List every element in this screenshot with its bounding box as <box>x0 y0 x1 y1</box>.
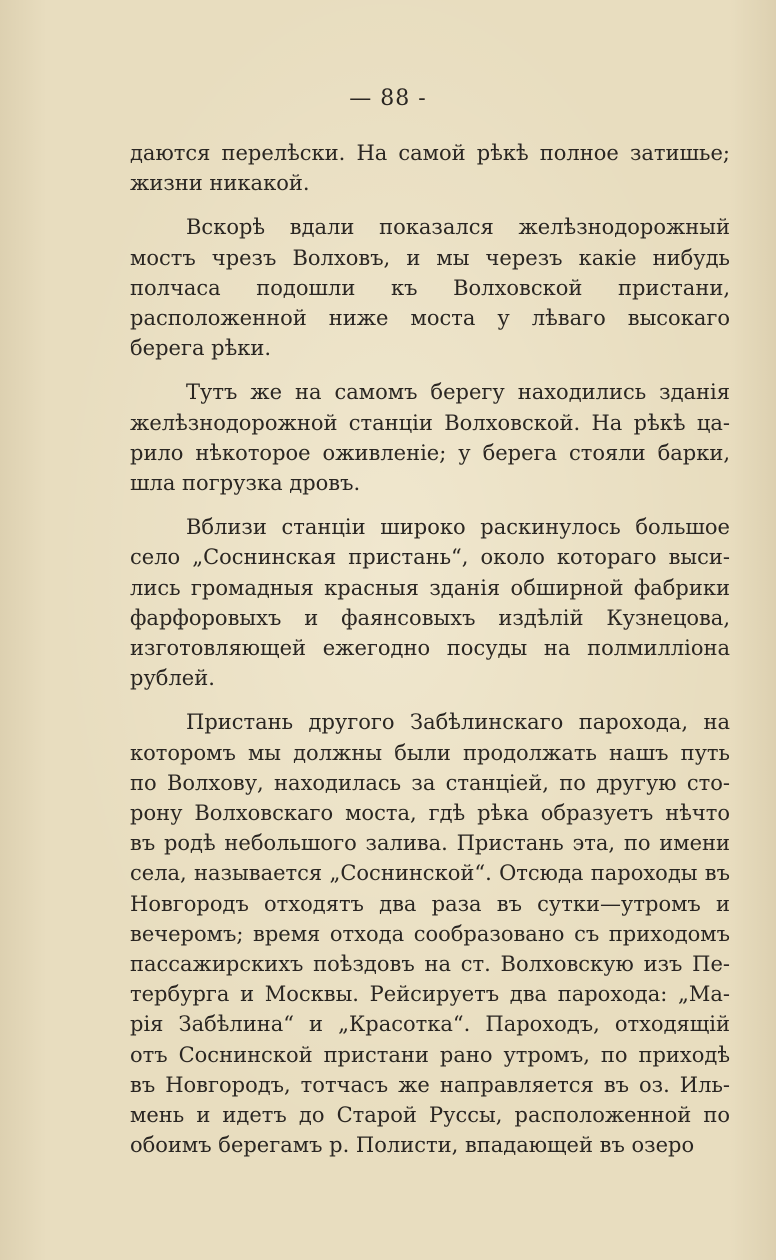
page-number: — 88 - <box>349 86 427 111</box>
paragraph-4: Вблизи станціи широко раскинулось большое село „Соснинская пристань“, около котораго высились громадныя красныя зданія обширной фабрики фарфоровыхъ и фаянсовыхъ издѣлій Кузнецова, изготовляющей ежегодно посуды на полмилліона рублей. <box>130 515 730 691</box>
paragraph-2: Вскорѣ вдали показался желѣзнодорожный мостъ чрезъ Волховъ, и мы черезъ какіе нибудь полчаса подошли къ Волховской пристани, расположенной ниже моста у лѣваго высокаго берега рѣки. <box>130 215 730 361</box>
paragraph-5: Пристань другого Забѣлинскаго парохода, на которомъ мы должны были продолжать нашъ путь по Волхову, находилась за станціей, по другую сторону Волховскаго моста, гдѣ рѣка образуетъ нѣчто въ родѣ небольшого залива. Пристань эта, по имени села, называется „Соснинской“. Отсюда пароходы въ Новгородъ отходятъ два раза въ сутки—утромъ и вечеромъ; время отхода сообразовано съ приходомъ пассажирскихъ поѣздовъ на ст. Волховскую изъ Петербурга и Москвы. Рейсируетъ два парохода: „Марія Забѣлина“ и „Красотка“. Пароходъ, отходящій отъ Соснинской пристани рано утромъ, по приходѣ въ Новгородъ, тотчасъ же направляется въ оз. Ильмень и идетъ до Старой Руссы, расположенной по обоимъ берегамъ р. Полисти, впадающей въ озеро <box>130 710 730 1158</box>
paragraph-1: даются перелѣски. На самой рѣкѣ полное затишье; жизни никакой. <box>130 141 730 196</box>
page-body-text <box>130 138 730 1161</box>
paragraph-3: Тутъ же на самомъ берегу находились зданія желѣзнодорожной станціи Волховской. На рѣкѣ царило нѣкоторое оживленіе; у берега стояли барки, шла погрузка дровъ. <box>130 380 730 496</box>
